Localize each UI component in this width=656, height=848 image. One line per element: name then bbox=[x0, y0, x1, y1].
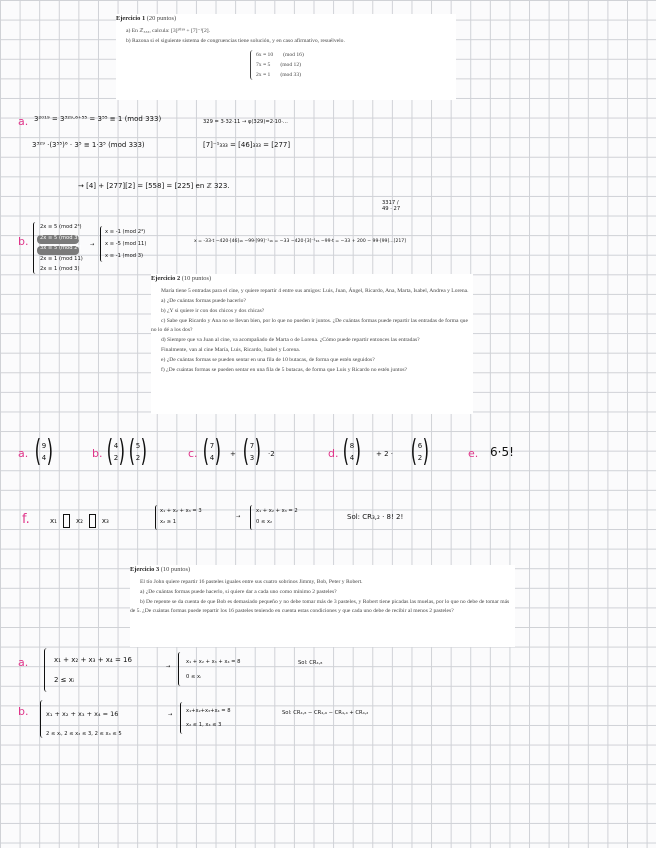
exercise2-part-e: e) ¿De cuántas formas se pueden sentar en una fila de 10 butacas, de forma que estén seguidos? bbox=[161, 356, 375, 363]
q3a-solution: Sol: CR₄,₈ bbox=[298, 660, 323, 666]
q1b-side-note: 3317 / 49 · 27 bbox=[382, 200, 401, 212]
q1b-arrow: → bbox=[90, 242, 95, 248]
q2f-brace2 bbox=[250, 505, 255, 530]
q2a-label: a. bbox=[18, 447, 29, 460]
exercise1-block bbox=[116, 14, 456, 100]
q2e-answer: 6·5! bbox=[490, 445, 514, 459]
exercise2-points: (10 puntos) bbox=[181, 275, 212, 282]
q3a-brace2 bbox=[178, 652, 183, 686]
q2d-label: d. bbox=[328, 447, 339, 460]
exercise2-part-b: b) ¿Y si quiere ir con dos chicos y dos chicas? bbox=[161, 308, 265, 315]
q2f-solution: Sol: CR₃,₂ · 8! 2! bbox=[347, 513, 404, 521]
exercise2-block bbox=[151, 274, 473, 414]
q2c-plus: + bbox=[230, 450, 236, 458]
q1b-mid-eqs: x ≡ -1 (mod 2⁴) x ≡ -5 (mod 11) x ≡ -1 (mod 3) bbox=[105, 229, 147, 259]
q1b-left-eqs: 2x ≡ 5 (mod 2⁴) 2x ≡ 5 (mod 3) 3x ≡ 5 (mod 2²) 2x ≡ 1 (mod 11) 2x ≡ 1 (mod 3) bbox=[40, 224, 83, 272]
exercise1-title: Ejercicio 1 bbox=[116, 15, 146, 22]
exercise2-part-f: f) ¿De cuántas formas se pueden sentar en una fila de 5 butacas, de forma que Luis y Ricardo no estén juntos? bbox=[161, 366, 408, 373]
q3a-arrow: → bbox=[166, 664, 171, 670]
q2b-binom2: ( 5 2 ) bbox=[128, 434, 148, 469]
q3b-sys2: x₁+x₂+x₃+x₄ = 8 x₂ ≤ 1, x₄ ≤ 3 bbox=[186, 708, 231, 728]
exercise1-part-b: b) Razona si el siguiente sistema de congruencias tiene solución, y en caso afirmativo, resuélvelo. bbox=[126, 37, 345, 44]
q2f-label: f. bbox=[22, 512, 30, 527]
q3a-brace1 bbox=[44, 648, 50, 692]
q2c-label: c. bbox=[188, 447, 198, 460]
q2e-label: e. bbox=[468, 447, 479, 460]
exercise3-block bbox=[130, 565, 515, 647]
system-row: 7x ≡ 5 (mod 12) bbox=[256, 61, 302, 68]
q3b-arrow: → bbox=[168, 712, 173, 718]
exercise3-part-b: b) De repente se da cuenta de que Bob es demasiado pequeño y no debe tomar más de 3 pasteles, y Robert tiene picadas las muelas, por lo que no debe de tomar más de 5. ¿De cuántas formas puede repartir los 16 pasteles teniendo en cuenta estas condiciones y que cada uno debe de recibir al menos 2 pasteles? bbox=[130, 599, 510, 614]
q2f-vars: x₁ x₂ x₃ bbox=[50, 514, 109, 528]
exercise2-heading bbox=[151, 274, 473, 284]
q3b-brace2 bbox=[180, 702, 185, 734]
q3b-sys1: x₁ + x₂ + x₃ + x₄ = 16 2 ≤ xᵢ, 2 ≤ x₂ ≤ 3, 2 ≤ x₄ ≤ 5 bbox=[46, 710, 122, 737]
q2c-times: ·2 bbox=[268, 450, 275, 458]
exercise1-heading bbox=[116, 14, 456, 24]
exercise3-points: (10 puntos) bbox=[160, 566, 191, 573]
q2d-plus: + 2 · bbox=[376, 450, 393, 458]
q2a-binom: ( 9 4 ) bbox=[34, 434, 54, 469]
q3b-solution: Sol: CR₄,₈ − CR₄,₆ − CR₄,₄ + CR₄,₂ bbox=[282, 710, 369, 716]
exercise2-part-c: c) Sabe que Ricardo y Ana no se llevan bien, por lo que no pueden ir juntos. ¿De cuántas formas puede repartir las entradas de forma que no lo dé a los dos? bbox=[151, 318, 468, 333]
q1a-line2: 3³²⁹ ·(3⁵⁵)⁶ · 3⁵ ≡ 1·3⁵ (mod 333) bbox=[32, 141, 145, 149]
q2b-label: b. bbox=[92, 447, 103, 460]
system-row: 2x ≡ 1 (mod 33) bbox=[256, 71, 302, 78]
q2f-sys2: x₁ + x₂ + x₃ = 2 0 ≤ x₂ bbox=[256, 508, 298, 525]
q1a-line3: → [4] + [277][2] = [558] = [225] en ℤ 323. bbox=[78, 182, 230, 190]
exercise3-title: Ejercicio 3 bbox=[130, 566, 160, 573]
q2b-binom1: ( 4 2 ) bbox=[106, 434, 126, 469]
exercise2-part-a: a) ¿De cuántas formas puede hacerlo? bbox=[161, 297, 246, 304]
q1b-result: x = -33·t −420·[46]₁₆ −99·[99]⁻¹₁₆ = −33 −420·[3]⁻¹₁₆ −99·t = −33 + 200 − 99·[99]...[217] bbox=[194, 239, 407, 244]
exercise3-heading bbox=[130, 565, 515, 575]
q1a-label: a. bbox=[18, 115, 29, 128]
q3b-label: b. bbox=[18, 705, 29, 718]
exercise2-intro: María tiene 5 entradas para el cine, y quiere repartir 4 entre sus amigos: Luis, Juan, Ángel, Ricardo, Ana, Marta, Isabel, Andrea y Lorena. bbox=[161, 287, 469, 294]
q2c-binom2: ( 7 3 ) bbox=[242, 434, 262, 469]
q2d-binom1: ( 8 4 ) bbox=[342, 434, 362, 469]
exercise1-part-a: a) En ℤ₃₃₃, calcula: [3]²⁰¹⁹ + [7]⁻¹[2]. bbox=[126, 27, 211, 34]
q1a-side2: [7]⁻¹₃₃₃ = [46]₃₃₃ = [277] bbox=[203, 141, 291, 149]
q1a-side1: 329 = 3·32·11 → φ(329)=2·10·... bbox=[203, 119, 288, 125]
q1a-line1: 3²⁰¹⁹ = 3³²⁹·⁶⁺⁵⁵ = 3⁵⁵ ≡ 1 (mod 333) bbox=[34, 115, 162, 123]
q3a-sys1: x₁ + x₂ + x₃ + x₄ = 16 2 ≤ xᵢ bbox=[54, 656, 132, 684]
congruence-system bbox=[250, 50, 456, 80]
exercise2-finally: Finalmente, van al cine María, Luis, Ricardo, Isabel y Lorena. bbox=[161, 346, 301, 353]
exercise3-part-a: a) ¿De cuántas formas puede hacerlo, si quiere dar a cada uno como mínimo 2 pasteles? bbox=[140, 588, 337, 595]
seat-box bbox=[63, 514, 70, 528]
q2d-binom2: ( 6 2 ) bbox=[410, 434, 430, 469]
q2c-binom1: ( 7 4 ) bbox=[202, 434, 222, 469]
q3a-sys2: x₁ + x₂ + x₃ + x₄ = 8 0 ≤ xᵢ bbox=[186, 659, 241, 680]
exercise2-part-d: d) Siempre que va Juan al cine, va acompañado de Marta o de Lorena. ¿Cómo puede repartir entonces las entradas? bbox=[161, 336, 420, 343]
exercise2-title: Ejercicio 2 bbox=[151, 275, 181, 282]
q1b-label: b. bbox=[18, 235, 29, 248]
seat-box bbox=[89, 514, 96, 528]
q3a-label: a. bbox=[18, 656, 29, 669]
exercise3-intro: El tío John quiere repartir 16 pasteles iguales entre sus cuatro sobrinos Jimmy, Bob, Peter y Robert. bbox=[140, 578, 363, 585]
system-row: 6x ≡ 10 (mod 16) bbox=[256, 51, 304, 58]
q2f-arrow: → bbox=[236, 514, 241, 520]
q2f-sys1: x₁ + x₂ + x₃ = 3 x₂ ≥ 1 bbox=[160, 508, 202, 525]
exercise1-points: (20 puntos) bbox=[146, 15, 177, 22]
